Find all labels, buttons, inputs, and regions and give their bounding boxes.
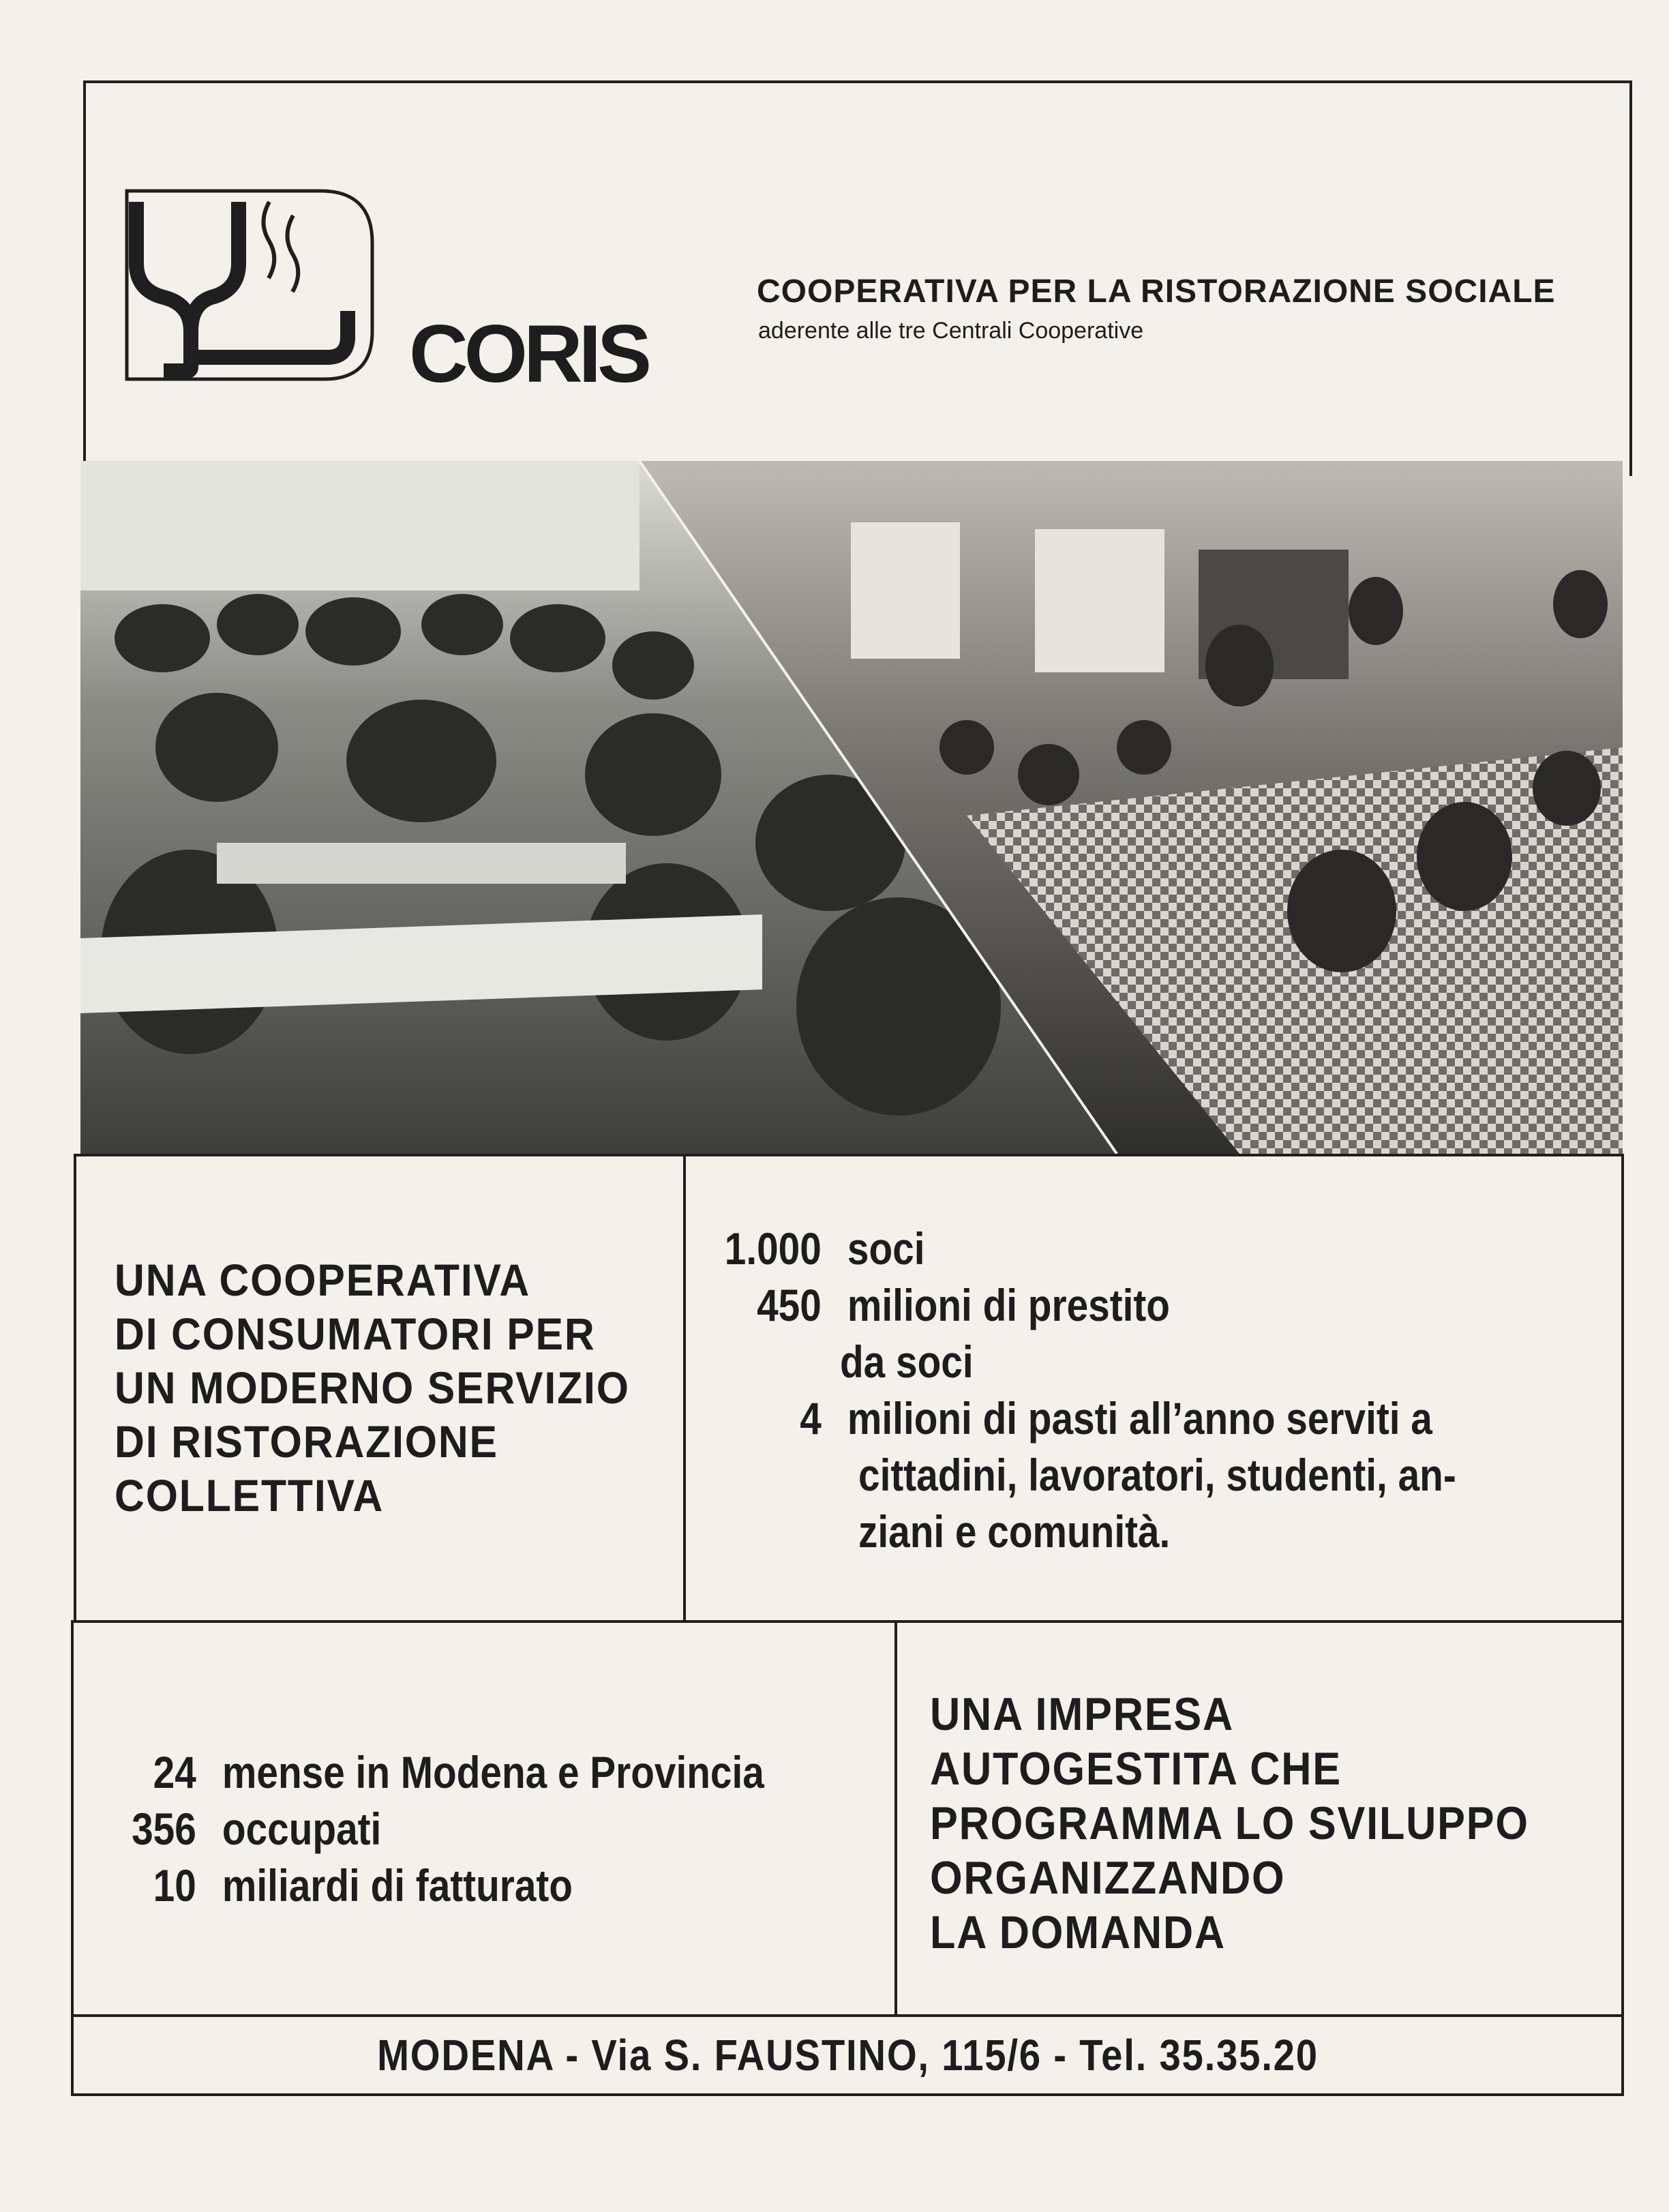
members-stat-row (858, 1447, 1456, 1504)
footer-address: MODENA - Via S. FAUSTINO, 115/6 - Tel. 35.35.20 (376, 2031, 1319, 2080)
stat-text: ziani e comunità. (858, 1506, 1171, 1557)
enterprise-line: AUTOGESTITA CHE (930, 1743, 1342, 1795)
members-stat-row (840, 1334, 974, 1390)
stat-text: cittadini, lavoratori, studenti, an- (858, 1450, 1456, 1500)
stat-text: occupati (222, 1804, 382, 1854)
canteen-photo-image (80, 461, 1623, 1154)
enterprise-line: UNA IMPRESA (930, 1688, 1234, 1740)
stat-number: 450 (757, 1280, 822, 1330)
business-stat-row (120, 1857, 573, 1914)
business-stat-row (120, 1801, 381, 1857)
members-stat-row (716, 1277, 1170, 1334)
intro-line: COLLETTIVA (115, 1470, 385, 1521)
enterprise-line: LA DOMANDA (930, 1907, 1226, 1958)
enterprise-block (930, 1687, 1529, 1960)
enterprise-line: ORGANIZZANDO (930, 1852, 1286, 1904)
members-stat-row (716, 1221, 925, 1277)
intro-line: UNA COOPERATIVA (115, 1255, 531, 1305)
stat-number: 1.000 (724, 1223, 822, 1274)
tagline: COOPERATIVA PER LA RISTORAZIONE SOCIALE (757, 273, 1556, 310)
enterprise-line: PROGRAMMA LO SVILUPPO (930, 1797, 1529, 1849)
subtagline: aderente alle tre Centrali Cooperative (758, 318, 1144, 344)
stat-number: 10 (153, 1860, 196, 1911)
stat-text: milioni di pasti all’anno serviti a (847, 1393, 1432, 1444)
stat-text: miliardi di fatturato (222, 1860, 573, 1911)
stat-text: da soci (840, 1336, 974, 1387)
members-stat-row (858, 1504, 1170, 1560)
stat-number: 24 (153, 1747, 196, 1797)
coris-logo-icon (123, 188, 376, 382)
business-stat-row (120, 1744, 764, 1801)
stat-number: 356 (132, 1804, 196, 1854)
stat-number: 4 (800, 1393, 822, 1444)
intro-block (115, 1253, 630, 1523)
stat-text: milioni di prestito (847, 1280, 1170, 1330)
stat-text: mense in Modena e Provincia (222, 1747, 764, 1797)
intro-line: UN MODERNO SERVIZIO (115, 1362, 630, 1413)
stat-text: soci (847, 1223, 925, 1274)
footer (71, 2014, 1624, 2096)
intro-line: DI CONSUMATORI PER (115, 1309, 596, 1359)
intro-line: DI RISTORAZIONE (115, 1416, 498, 1467)
members-stat-row (716, 1390, 1432, 1447)
brand-name: CORIS (409, 308, 648, 400)
coris-logo (123, 188, 376, 382)
canteen-photo (80, 461, 1623, 1154)
